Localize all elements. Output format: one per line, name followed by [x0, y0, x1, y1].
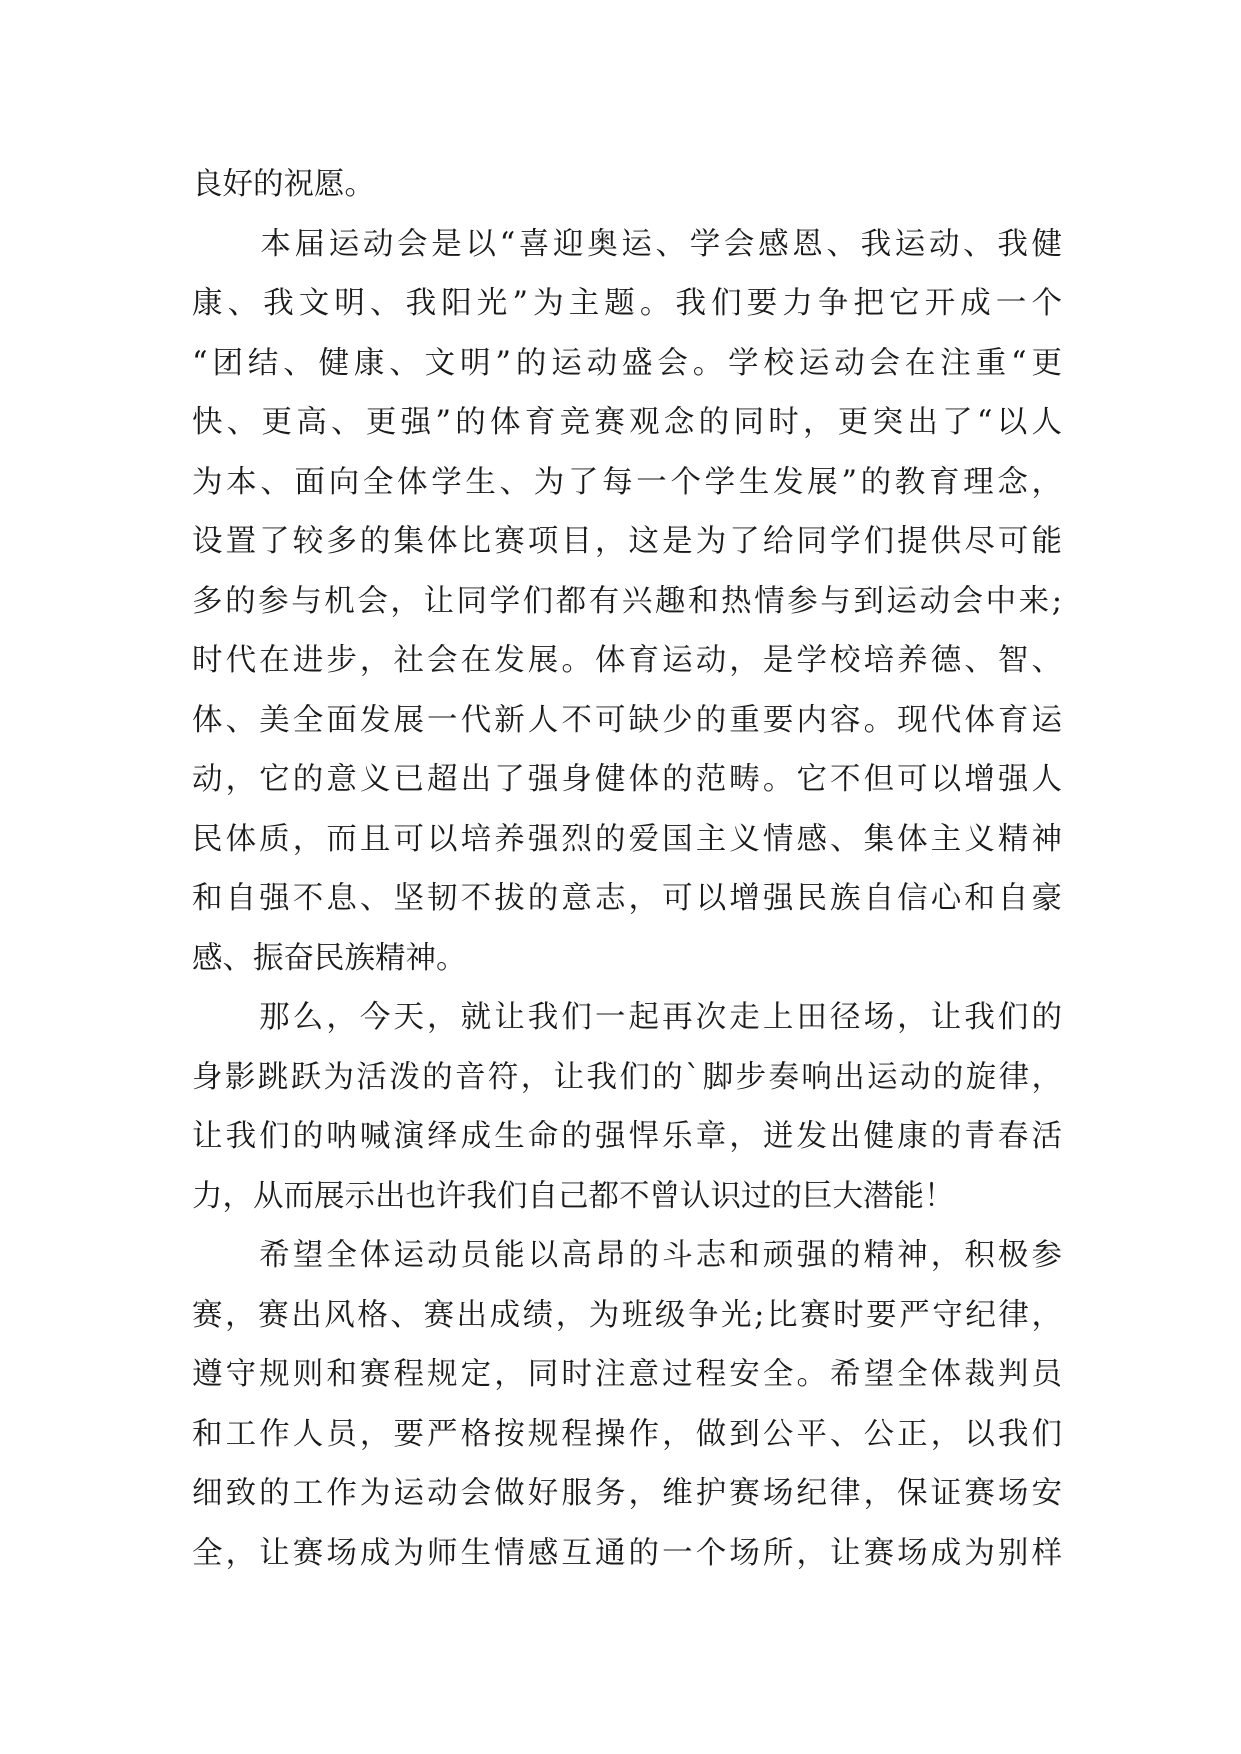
- text-line: 时代在进步，社会在发展。体育运动，是学校培养德、智、: [192, 643, 1062, 678]
- text-line: 那么，今天，就让我们一起再次走上田径场，让我们的: [192, 1000, 1062, 1035]
- body-text: [192, 155, 1062, 1583]
- text-line: 设置了较多的集体比赛项目，这是为了给同学们提供尽可能: [192, 524, 1062, 559]
- text-line: “团结、健康、文明”的运动盛会。学校运动会在注重“更: [192, 345, 1062, 381]
- text-line: 希望全体运动员能以高昂的斗志和顽强的精神，积极参: [192, 1238, 1062, 1273]
- text-line: 遵守规则和赛程规定，同时注意过程安全。希望全体裁判员: [192, 1357, 1062, 1392]
- text-line: 力，从而展示出也许我们自己都不曾认识过的巨大潜能！: [192, 1178, 955, 1214]
- text-line: 本届运动会是以“喜迎奥运、学会感恩、我运动、我健: [192, 226, 1062, 262]
- text-line: 体、美全面发展一代新人不可缺少的重要内容。现代体育运: [192, 702, 1062, 738]
- text-line: 感、振奋民族精神。: [192, 940, 467, 976]
- text-line: 赛，赛出风格、赛出成绩，为班级争光;比赛时要严守纪律，: [192, 1297, 1062, 1333]
- text-line: 全，让赛场成为师生情感互通的一个场所，让赛场成为别样: [192, 1535, 1062, 1571]
- text-line: 民体质，而且可以培养强烈的爱国主义情感、集体主义精神: [192, 821, 1062, 857]
- text-line: 细致的工作为运动会做好服务，维护赛场纪律，保证赛场安: [192, 1476, 1062, 1511]
- text-line: 为本、面向全体学生、为了每一个学生发展”的教育理念，: [192, 464, 1062, 500]
- text-line: 康、我文明、我阳光”为主题。我们要力争把它开成一个: [192, 286, 1062, 321]
- text-line: 多的参与机会，让同学们都有兴趣和热情参与到运动会中来;: [192, 583, 1062, 619]
- text-line: 和自强不息、坚韧不拔的意志，可以增强民族自信心和自豪: [192, 881, 1062, 916]
- text-line: 动，它的意义已超出了强身健体的范畴。它不但可以增强人: [192, 762, 1062, 797]
- text-line: 和工作人员，要严格按规程操作，做到公平、公正，以我们: [192, 1416, 1062, 1452]
- text-line: 身影跳跃为活泼的音符，让我们的`脚步奏响出运动的旋律，: [192, 1059, 1062, 1095]
- text-line: 快、更高、更强”的体育竞赛观念的同时，更突出了“以人: [192, 405, 1062, 440]
- text-line: 良好的祝愿。: [192, 167, 375, 202]
- text-line: 让我们的呐喊演绎成生命的强悍乐章，迸发出健康的青春活: [192, 1119, 1062, 1154]
